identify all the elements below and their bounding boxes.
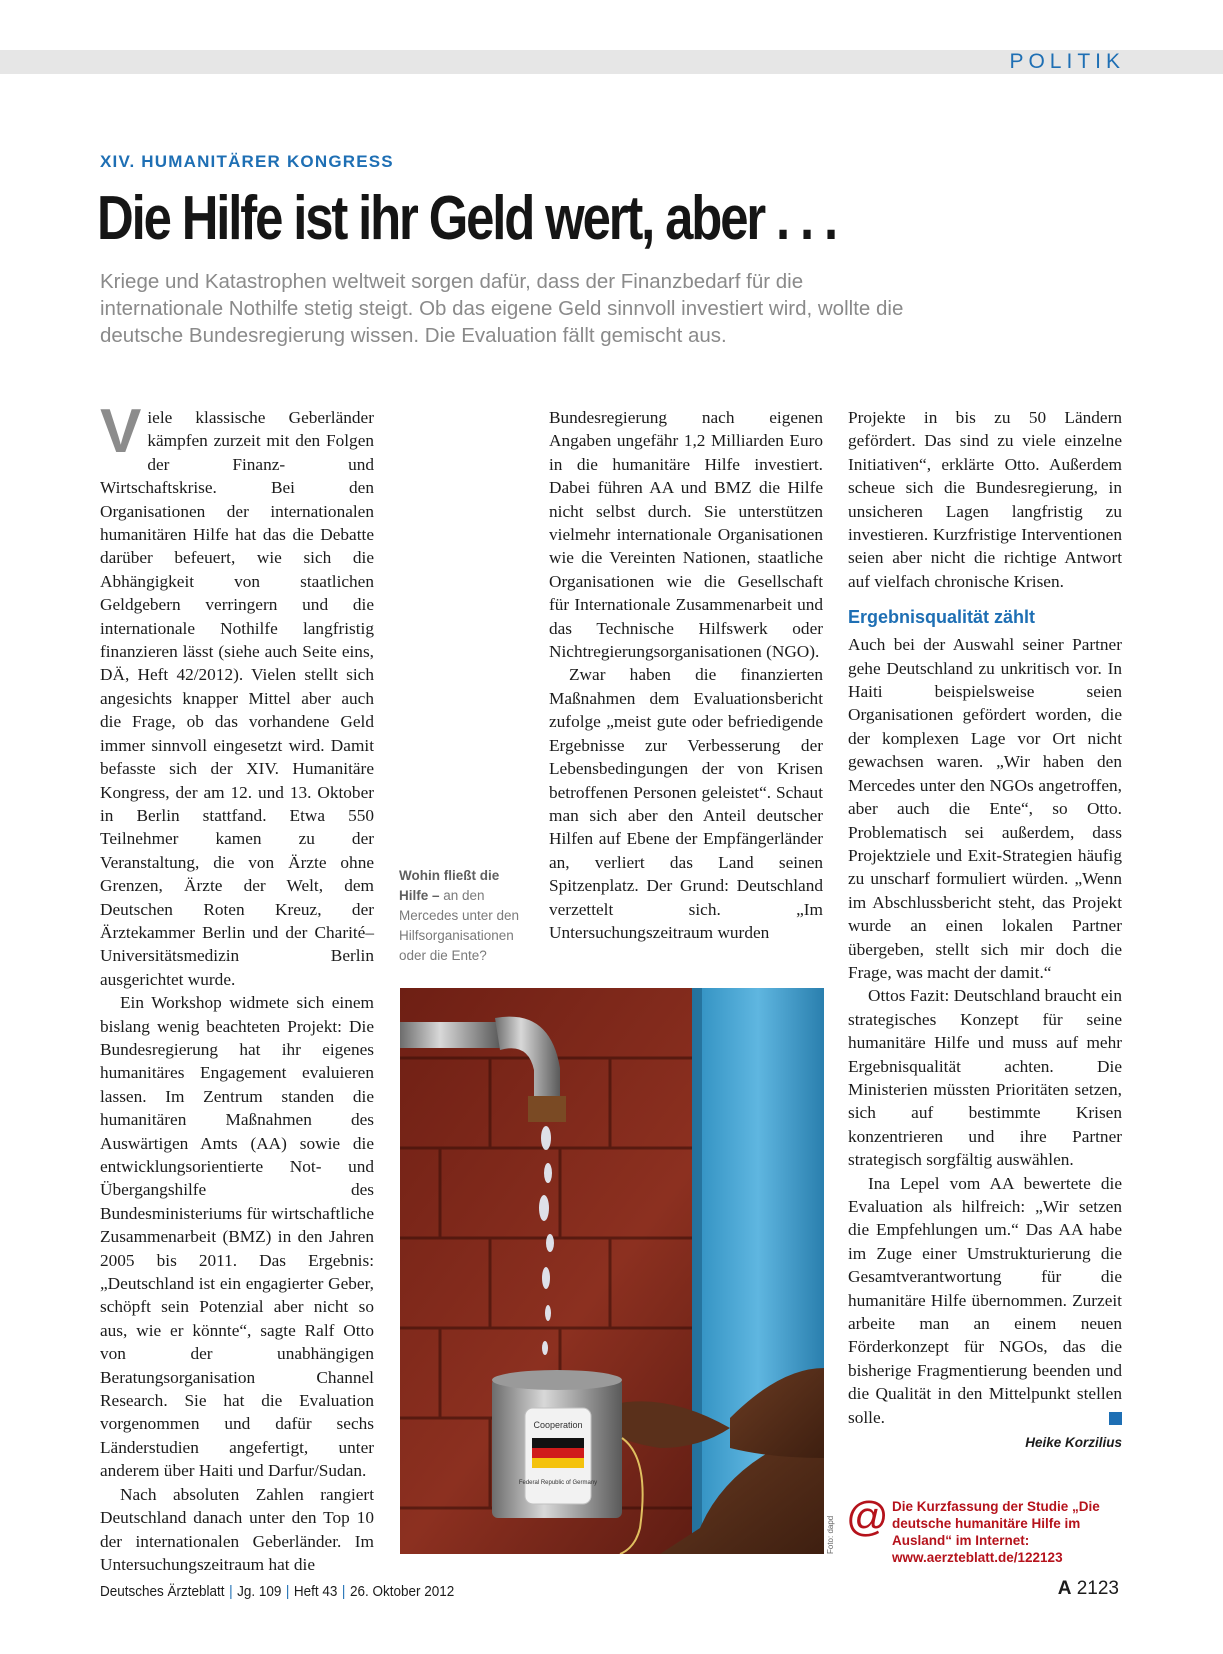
web-reference-text[interactable]: Die Kurzfassung der Studie „Die deutsche humanitäre Hilfe im Ausland“ im Internet: www.aerzteblatt.de/122123 (892, 1499, 1100, 1565)
paragraph: Auch bei der Auswahl seiner Partner gehe Deutschland zu unkritisch vor. In Haiti beispielsweise seien Organisationen gefördert worden, die der komplexen Lage vor Ort nicht gewachsen waren. „Wir haben den Mercedes unter den NGOs angetroffen, aber auch die Ente“, so Otto. Problematisch sei außerdem, dass Projektziele und Exit-Strategien häufig zu unscharf formuliert würden. „Wenn im Abschlussbericht steht, das Projekt wurde an einen lokalen Partner übergeben, stellt sich mir doch die Frage, was macht der damit.“ (848, 635, 1122, 982)
photo-credit: Foto: dapd (826, 1515, 835, 1554)
text-column-2 (549, 406, 823, 944)
page-prefix: A (1057, 1578, 1072, 1599)
text-column-1 (100, 397, 374, 1576)
article-kicker: XIV. HUMANITÄRER KONGRESS (100, 152, 394, 171)
text-column-3 (848, 406, 1122, 1453)
cup-label: Cooperation (533, 1420, 583, 1430)
footer-citation (100, 1583, 454, 1600)
issue-date: 26. Oktober 2012 (349, 1583, 455, 1600)
subheading: Ergebnisqualität zählt (848, 607, 1036, 628)
paragraph (848, 1172, 1122, 1429)
journal-name: Deutsches Ärzteblatt (100, 1583, 225, 1600)
paragraph: Projekte in bis zu 50 Ländern gefördert. Das sind zu viele einzelne Initiativen“, erklärte Otto. Außerdem scheue sich die Bundesregierung, in unsicheren Lagen langfristig zu investieren. Kurzfristige Interventionen seien aber nicht die richtige Antwort auf vielfach chronische Krisen. (848, 408, 1122, 591)
water-tap-photo (400, 988, 824, 1554)
paragraph-text: Ina Lepel vom AA bewertete die Evaluation als hilfreich: „Wir setzen die Empfehlungen um.“ Das AA habe im Zuge einer Umstrukturierung die Gesamtverantwortung für die humanitäre Hilfe übernommen. Zurzeit arbeite man an einem neuen Förderkonzept für NGOs, das die bisherige Fragmentierung beenden und die Qualität in den Mittelpunkt stellen solle. (848, 1173, 1122, 1427)
paragraph (100, 397, 374, 991)
page-number-value: 2123 (1076, 1578, 1119, 1599)
paragraph: Nach absoluten Zahlen rangiert Deutschland danach unter den Top 10 der internationalen Geberländer. Im Untersuchungszeitraum hat die (100, 1484, 374, 1574)
drop-cap: V (100, 397, 142, 466)
page-number (1058, 1578, 1119, 1600)
article-lead: Kriege und Katastrophen weltweit sorgen dafür, dass der Finanzbedarf für die internationale Nothilfe stetig steigt. Ob das eigene Geld sinnvoll investiert wird, wollte die deutsche Bundesregierung wissen. Die Evaluation fällt gemischt aus. (100, 270, 904, 347)
volume: Jg. 109 (237, 1583, 282, 1600)
separator: | (229, 1583, 233, 1600)
paragraph: Bundesregierung nach eigenen Angaben ungefähr 1,2 Milliarden Euro in die humanitäre Hilfe investiert. Dabei führen AA und BMZ die Hilfe nicht selbst durch. Sie unterstützen vielmehr internationale Organisationen wie die Vereinten Nationen, staatliche Organisationen wie die Gesellschaft für Internationale Zusammenarbeit und das Technische Hilfswerk oder Nichtregierungsorganisationen (NGO). (549, 408, 823, 662)
caption-bold: Wohin fließt die Hilfe – (399, 868, 500, 903)
caption-text: an den Mercedes unter den Hilfsorganisationen oder die Ente? (399, 888, 520, 963)
issue: Heft 43 (293, 1583, 338, 1600)
paragraph: Ein Workshop widmete sich einem bislang wenig beachteten Projekt: Die Bundesregierung hat ihr eigenes humanitäres Engagement evaluieren lassen. Im Zentrum standen die humanitären Maßnahmen des Auswärtigen Amts (AA) sowie die entwicklungsorientierte Not- und Übergangshilfe des Bundesministeriums für wirtschaftliche Zusammenarbeit (BMZ) in den Jahren 2005 bis 2011. Das Ergebnis: „Deutschland ist ein engagierter Geber, schöpft sein Potenzial aber nicht so aus, wie er könnte“, sagte Ralf Otto von der unabhängigen Beratungsorganisation Channel Research. Sie hat die Evaluation vorgenommen und dafür sechs Länderstudien angefertigt, unter anderem über Haiti und Darfur/Sudan. (100, 993, 374, 1481)
article-headline: Die Hilfe ist ihr Geld wert, aber . . . (97, 184, 836, 253)
article-photo (400, 988, 824, 1554)
author: Heike Korzilius (1025, 1435, 1122, 1451)
paragraph: Ottos Fazit: Deutschland braucht ein strategisches Konzept für seine humanitäre Hilfe und muss auf mehr Ergebnisqualität achten. Die Ministerien müssten Prioritäten setzen, sich auf bestimmte Krisen konzentrieren und ihre Partner strategisch sorgfältig auswählen. (848, 986, 1122, 1170)
photo-caption (399, 866, 524, 966)
section-label: POLITIK (1009, 50, 1125, 73)
separator: | (341, 1583, 346, 1600)
separator: | (285, 1583, 290, 1600)
cup-sublabel: Federal Republic of Germany (518, 1480, 598, 1486)
paragraph: Zwar haben die finanzierten Maßnahmen dem Evaluationsbericht zufolge „meist gute oder befriedigende Ergebnisse zur Verbesserung der Lebensbedingungen der von Krisen betroffenen Personen geleistet“. Schaut man sich aber den Anteil deutscher Hilfen auf Ebene der Empfängerländer an, verliert das Land seinen Spitzenplatz. Der Grund: Deutschland verzettelt sich. „Im Untersuchungszeitraum wurden (549, 665, 823, 942)
at-sign-icon: @ (846, 1493, 889, 1540)
paragraph-text: iele klassische Geberländer kämpfen zurzeit mit den Folgen der Finanz- und Wirtschaftskrise. Bei den Organisationen der internationalen humanitären Hilfe hat das die Debatte darüber befeuert, wie sich die Abhängigkeit von staatlichen Geldgebern verringern und die internationale Nothilfe langfristig finanzieren lässt (siehe auch Seite eins, DÄ, Heft 42/2012). Vielen stellt sich angesichts knapper Mittel aber auch die Frage, ob das vorhandene Geld immer sinnvoll eingesetzt wird. Damit befasste sich der XIV. Humanitäre Kongress, der am 12. und 13. Oktober in Berlin stattfand. Etwa 550 Teilnehmer kamen zu der Veranstaltung, die von Ärzte ohne Grenzen, Ärzte der Welt, dem Deutschen Roten Kreuz, der Ärztekammer Berlin und der Charité–Universitätsmedizin Berlin ausgerichtet wurde. (100, 408, 374, 989)
end-mark-icon (1109, 1412, 1122, 1425)
